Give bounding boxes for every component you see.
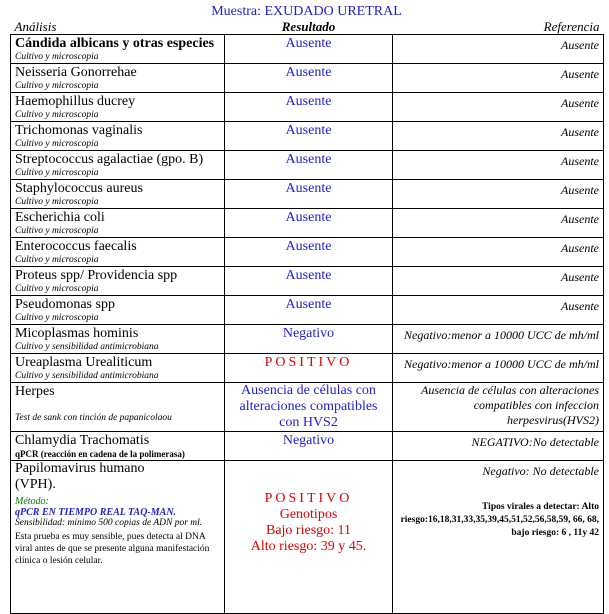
analysis-cell (11, 267, 225, 296)
result-cell (225, 296, 393, 325)
table-row (11, 296, 604, 325)
method-label: Método: (15, 496, 49, 507)
reference-cell (393, 267, 604, 296)
header-resultado: Resultado (225, 20, 393, 35)
analysis-cell (11, 64, 225, 93)
result-cell (225, 93, 393, 122)
reference-value: Ausente (561, 96, 599, 110)
table-row (11, 122, 604, 151)
result-value: Negativo (282, 326, 335, 341)
reference-value: Ausente (561, 270, 599, 284)
result-positive: POSITIVO (264, 491, 353, 506)
analysis-name: Chlamydia Trachomatis (15, 433, 150, 448)
result-genotipos: Genotipos (279, 507, 338, 522)
analysis-name: Pseudomonas spp (15, 297, 115, 312)
result-value: Ausente (285, 181, 332, 196)
analysis-cell (11, 122, 225, 151)
analysis-cell (11, 383, 225, 432)
result-value: Ausente (285, 297, 332, 312)
table-row (11, 64, 604, 93)
table-row (11, 93, 604, 122)
reference-cell (393, 209, 604, 238)
analysis-method: Cultivo y sensibilidad antimicrobiana (15, 371, 159, 381)
analysis-name: Neisseria Gonorrehae (15, 65, 137, 80)
header-referencia: Referencia (393, 20, 604, 35)
analysis-name: Escherichia coli (15, 210, 105, 225)
result-value: Ausente (285, 268, 332, 283)
analysis-name: Cándida albicans y otras especies (15, 36, 215, 51)
analysis-method: Test de sank con tinción de papanicolaou (15, 413, 172, 423)
reference-cell (393, 35, 604, 64)
method-note: Esta prueba es muy sensible, pues detecta al DNA viral antes de que se presente alguna manifestación clínica o lesión celular. (15, 532, 210, 566)
result-cell (225, 238, 393, 267)
reference-cell (393, 64, 604, 93)
analysis-method: Cultivo y microscopia (15, 110, 99, 120)
result-cell (225, 354, 393, 383)
result-value: Ausente (285, 123, 332, 138)
result-cell (225, 151, 393, 180)
reference-value: Ausente (561, 212, 599, 226)
analysis-method: Cultivo y sensibilidad antimicrobiana (15, 342, 159, 352)
reference-value: Ausente (561, 125, 599, 139)
reference-value: Ausente (561, 299, 599, 313)
result-cell (225, 122, 393, 151)
result-cell (225, 180, 393, 209)
result-cell (225, 325, 393, 354)
analysis-cell (11, 35, 225, 64)
result-value: Ausente (285, 65, 332, 80)
analysis-method: Cultivo y microscopia (15, 81, 99, 91)
report (10, 4, 603, 614)
table-row (11, 267, 604, 296)
reference-cell (393, 151, 604, 180)
result-cell (225, 35, 393, 64)
analysis-cell (11, 180, 225, 209)
analysis-name: Haemophillus ducrey (15, 94, 136, 109)
analysis-cell (11, 93, 225, 122)
analysis-cell (11, 325, 225, 354)
reference-cell (393, 325, 604, 354)
analysis-cell (11, 354, 225, 383)
table-row (11, 325, 604, 354)
result-value: Ausente (285, 152, 332, 167)
reference-cell (393, 296, 604, 325)
table-row (11, 180, 604, 209)
result-value: Negativo (282, 433, 335, 448)
result-value: Ausente (285, 239, 332, 254)
table-row-vph (11, 461, 604, 614)
analysis-cell (11, 238, 225, 267)
table-header (11, 20, 604, 35)
table-row (11, 238, 604, 267)
analysis-method: Cultivo y microscopia (15, 255, 99, 265)
analysis-name: Micoplasmas hominis (15, 326, 139, 341)
analysis-name: Herpes (15, 384, 55, 399)
table-row (11, 209, 604, 238)
table-row (11, 35, 604, 64)
reference-value: Negativo:menor a 10000 UCC de mh/ml (404, 357, 599, 371)
analysis-cell (11, 461, 225, 614)
result-value: Ausente (285, 210, 332, 225)
sample-title: Muestra: EXUDADO URETRAL (211, 4, 402, 19)
result-cell (225, 64, 393, 93)
reference-cell: Ausencia de células con alteraciones compatibles con infeccion herpesvirus(HVS2) (393, 383, 604, 432)
analysis-cell (11, 151, 225, 180)
result-value: Ausente (285, 94, 332, 109)
table-row (11, 354, 604, 383)
reference-cell (393, 180, 604, 209)
result-value: Ausente (285, 36, 332, 51)
reference-cell (393, 238, 604, 267)
analysis-method: Cultivo y microscopia (15, 284, 99, 294)
reference-value: Ausente (561, 241, 599, 255)
analysis-name: Papilomavirus humano (15, 461, 145, 476)
result-cell: Ausencia de células con alteraciones compatibles con HVS2 (225, 383, 393, 432)
table-row-herpes (11, 383, 604, 432)
analysis-name: Proteus spp/ Providencia spp (15, 268, 178, 283)
reference-value: Ausente (561, 183, 599, 197)
analysis-method: Cultivo y microscopia (15, 168, 99, 178)
analysis-name: Staphylococcus aureus (15, 181, 143, 196)
method-qpcr: qPCR EN TIEMPO REAL TAQ-MAN. (15, 507, 177, 518)
table-row (11, 151, 604, 180)
reference-value: Ausente (561, 67, 599, 81)
result-value: POSITIVO (264, 355, 353, 370)
reference-cell (393, 122, 604, 151)
analysis-method: Cultivo y microscopia (15, 139, 99, 149)
result-bajo-riesgo: Bajo riesgo: 11 (265, 523, 352, 538)
analysis-cell (11, 209, 225, 238)
reference-value: Ausente (561, 38, 599, 52)
analysis-name: Enterococcus faecalis (15, 239, 137, 254)
result-cell (225, 461, 393, 614)
reference-value: Ausente (561, 154, 599, 168)
reference-cell (393, 354, 604, 383)
analysis-name: Streptococcus agalactiae (gpo. B) (15, 152, 204, 167)
header-analisis: Análisis (11, 20, 225, 35)
result-alto-riesgo: Alto riesgo: 39 y 45. (250, 539, 367, 554)
analysis-method: Cultivo y microscopia (15, 197, 99, 207)
result-cell (225, 267, 393, 296)
analysis-name: Ureaplasma Urealiticum (15, 355, 153, 370)
analysis-cell (11, 432, 225, 461)
reference-value: Negativo:menor a 10000 UCC de mh/ml (404, 328, 599, 342)
analysis-cell (11, 296, 225, 325)
result-cell (225, 432, 393, 461)
reference-value: NEGATIVO:No detectable (471, 435, 599, 449)
results-table (10, 20, 604, 614)
analysis-method: qPCR (reacción en cadena de la polimerasa) (15, 449, 185, 459)
reference-value: Negativo: No detectable (482, 464, 599, 478)
analysis-name: Trichomonas vaginalis (15, 123, 143, 138)
reference-viral-types: Tipos virales a detectar: Alto riesgo:16,18,31,33,35,39,45,51,52,56,58,59, 66, 68, bajo riesgo: 6 , 11y 42 (400, 502, 599, 538)
reference-cell (393, 432, 604, 461)
table-row-chlamydia (11, 432, 604, 461)
analysis-method: Cultivo y microscopia (15, 52, 99, 62)
analysis-method: Cultivo y microscopia (15, 226, 99, 236)
method-sensitivity: Sensibilidad: mínimo 500 copias de ADN por ml. (15, 518, 203, 528)
reference-cell (393, 461, 604, 614)
analysis-name-cont: (VPH). (15, 477, 56, 492)
reference-cell (393, 93, 604, 122)
analysis-method: Cultivo y microscopia (15, 313, 99, 323)
result-cell (225, 209, 393, 238)
